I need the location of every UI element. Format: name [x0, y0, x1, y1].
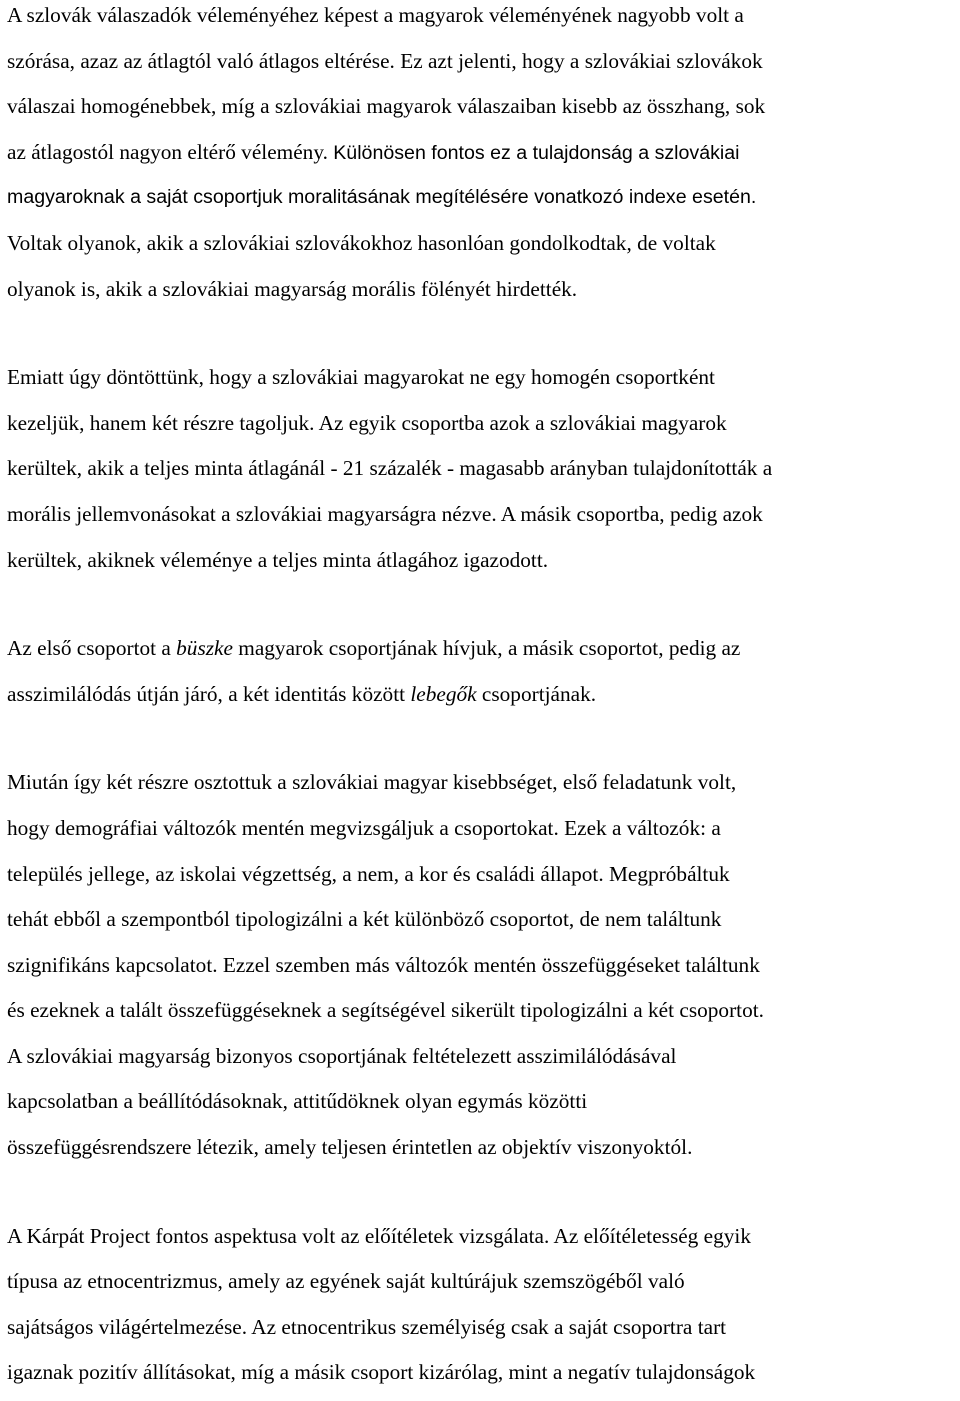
text-line: kezeljük, hanem két részre tagoljuk. Az egyik csoportba azok a szlovákiai magyarok: [7, 410, 727, 435]
emphasis-lebegok: lebegők: [410, 681, 477, 706]
text-line: sajátságos világértelmezése. Az etnocentrikus személyiség csak a saját csoportra tart: [7, 1314, 727, 1339]
paragraph-gap: [7, 583, 955, 626]
text-line: [7, 626, 955, 672]
text-line: kerültek, akik a teljes minta átlagánál - 21 százalék - magasabb arányban tulajdonították a: [7, 456, 773, 481]
text-line: morális jellemvonásokat a szlovákiai magyarságra nézve. A másik csoportba, pedig azok: [7, 501, 763, 526]
paragraph-prejudice: [7, 1214, 955, 1396]
text-line: kerültek, akiknek véleménye a teljes minta átlagához igazodott.: [7, 547, 549, 572]
text-line: Voltak olyanok, akik a szlovákiai szlovákokhoz hasonlóan gondolkodtak, de voltak: [7, 230, 716, 255]
text-line: település jellege, az iskolai végzettség, a nem, a kor és családi állapot. Megpróbáltuk: [7, 861, 730, 886]
text-line: tehát ebből a szempontból tipologizálni a két különböző csoportot, de nem találtunk: [7, 907, 722, 932]
text-line: szignifikáns kapcsolatot. Ezzel szemben más változók mentén összefüggéseket találtunk: [7, 952, 760, 977]
text-segment: asszimilálódás útján járó, a két identitás között: [7, 681, 411, 706]
paragraph-grouping: [7, 355, 955, 583]
text-line: és ezeknek a talált összefüggéseknek a segítségével sikerült tipologizálni a két csoportot.: [7, 998, 764, 1023]
paragraph-gap: [7, 312, 955, 355]
paragraph-gap: [7, 1171, 955, 1214]
document-page: [7, 0, 955, 1396]
text-line: Miután így két részre osztottuk a szlovákiai magyar kisebbséget, első feladatunk volt,: [7, 770, 737, 795]
text-segment-sans: Különösen fontos ez a tulajdonság a szlovákiai: [333, 141, 740, 164]
text-line: [7, 130, 955, 176]
text-line: típusa az etnocentrizmus, amely az egyének saját kultúrájuk szemszögéből való: [7, 1269, 685, 1294]
paragraph-demographics: [7, 760, 955, 1170]
text-line: olyanok is, akik a szlovákiai magyarság morális fölényét hirdették.: [7, 276, 578, 301]
text-line: kapcsolatban a beállítódásoknak, attitűdöknek olyan egymás közötti: [7, 1089, 588, 1114]
text-line: igaznak pozitív állításokat, míg a másik csoport kizárólag, mint a negatív tulajdonságok: [7, 1360, 756, 1385]
text-segment: csoportjának.: [476, 681, 597, 706]
text-line: összefüggésrendszere létezik, amely teljesen érintetlen az objektív viszonyoktól.: [7, 1135, 693, 1160]
text-line: Emiatt úgy döntöttünk, hogy a szlovákiai magyarokat ne egy homogén csoportként: [7, 365, 715, 390]
text-segment: az átlagostól nagyon eltérő vélemény.: [7, 139, 334, 164]
text-line: [7, 672, 955, 718]
text-line: hogy demográfiai változók mentén megvizsgáljuk a csoportokat. Ezek a változók: a: [7, 815, 721, 840]
paragraph-gap: [7, 717, 955, 760]
paragraph-group-names: [7, 626, 955, 717]
emphasis-buszke: büszke: [176, 636, 233, 661]
text-line: magyaroknak a saját csoportjuk moralitásának megítélésére vonatkozó indexe esetén.: [7, 186, 757, 209]
text-line: A Kárpát Project fontos aspektusa volt az előítéletek vizsgálata. Az előítéletesség egyik: [7, 1223, 751, 1248]
paragraph-variance: [7, 0, 955, 312]
text-line: A szlovákiai magyarság bizonyos csoportjának feltételezett asszimilálódásával: [7, 1043, 677, 1068]
text-line: szórása, azaz az átlagtól való átlagos eltérése. Ez azt jelenti, hogy a szlovákiai szlovákok: [7, 48, 763, 73]
text-segment: Az első csoportot a: [7, 636, 177, 661]
text-line: A szlovák válaszadók véleményéhez képest a magyarok véleményének nagyobb volt a: [7, 3, 744, 27]
text-segment: magyarok csoportjának hívjuk, a másik csoportot, pedig az: [232, 636, 741, 661]
text-line: válaszai homogénebbek, míg a szlovákiai magyarok válaszaiban kisebb az összhang, sok: [7, 94, 766, 119]
